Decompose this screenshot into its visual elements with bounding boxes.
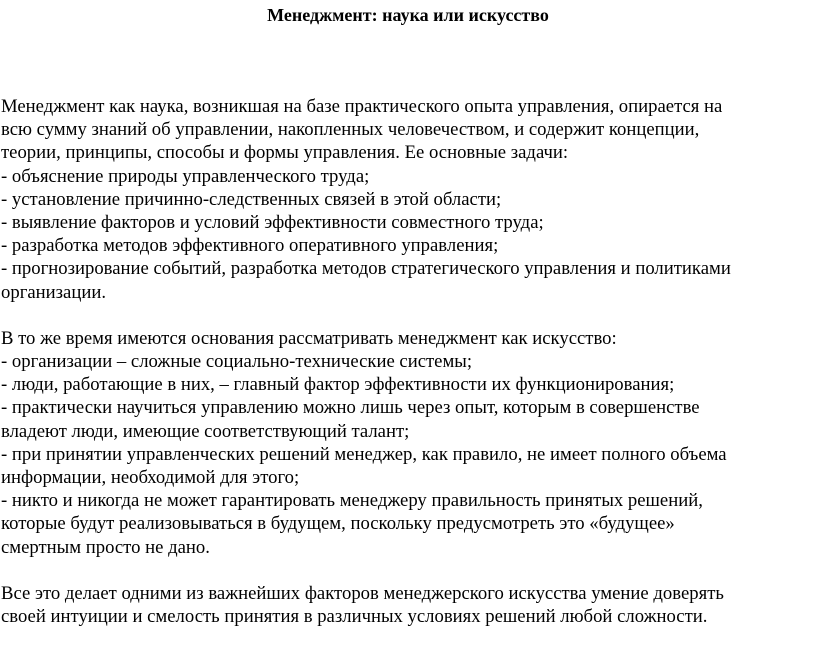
list-item: - разработка методов эффективного оперативного управления;: [1, 235, 499, 257]
paragraph-spacer: [1, 304, 811, 327]
text-line: Менеджмент как наука, возникшая на базе практического опыта управления, опирается на: [1, 96, 723, 117]
text-line: которые будут реализовываться в будущем, поскольку предусмотреть это «будущее»: [1, 513, 675, 535]
text-line: всю сумму знаний об управлении, накопленных человечеством, и содержит концепции,: [1, 119, 700, 141]
text-line: теории, принципы, способы и формы управления. Ее основные задачи:: [1, 142, 569, 164]
document-body: [1, 95, 811, 628]
text-line: организации.: [1, 281, 106, 303]
text-line: своей интуиции и смелость принятия в различных условиях решений любой сложности.: [1, 606, 708, 628]
list-item: - люди, работающие в них, – главный фактор эффективности их функционирования;: [1, 374, 675, 396]
document-title: Менеджмент: наука или искусство: [267, 5, 549, 25]
text-line: В то же время имеются основания рассматривать менеджмент как искусство:: [1, 327, 617, 349]
text-line: информации, необходимой для этого;: [1, 467, 300, 488]
paragraph-art: [1, 327, 811, 559]
list-item: - при принятии управленческих решений менеджер, как правило, не имеет полного объема: [1, 443, 727, 465]
list-item: - организации – сложные социально-технические системы;: [1, 351, 473, 373]
paragraph-science: [1, 95, 811, 304]
list-item: - прогнозирование событий, разработка методов стратегического управления и политиками: [1, 258, 731, 280]
text-line: владеют люди, имеющие соответствующий талант;: [1, 420, 410, 442]
paragraph-spacer: [1, 559, 811, 582]
list-item: - объяснение природы управленческого труда;: [1, 165, 370, 187]
list-item: - практически научиться управлению можно лишь через опыт, которым в совершенстве: [1, 397, 700, 419]
list-item: - никто и никогда не может гарантировать менеджеру правильность принятых решений,: [1, 490, 703, 512]
text-line: смертным просто не дано.: [1, 536, 210, 558]
paragraph-conclusion: [1, 582, 811, 628]
text-line: Все это делает одними из важнейших факторов менеджерского искусства умение доверять: [1, 582, 724, 604]
list-item: - установление причинно-следственных связей в этой области;: [1, 188, 502, 210]
list-item: - выявление факторов и условий эффективности совместного труда;: [1, 211, 544, 233]
